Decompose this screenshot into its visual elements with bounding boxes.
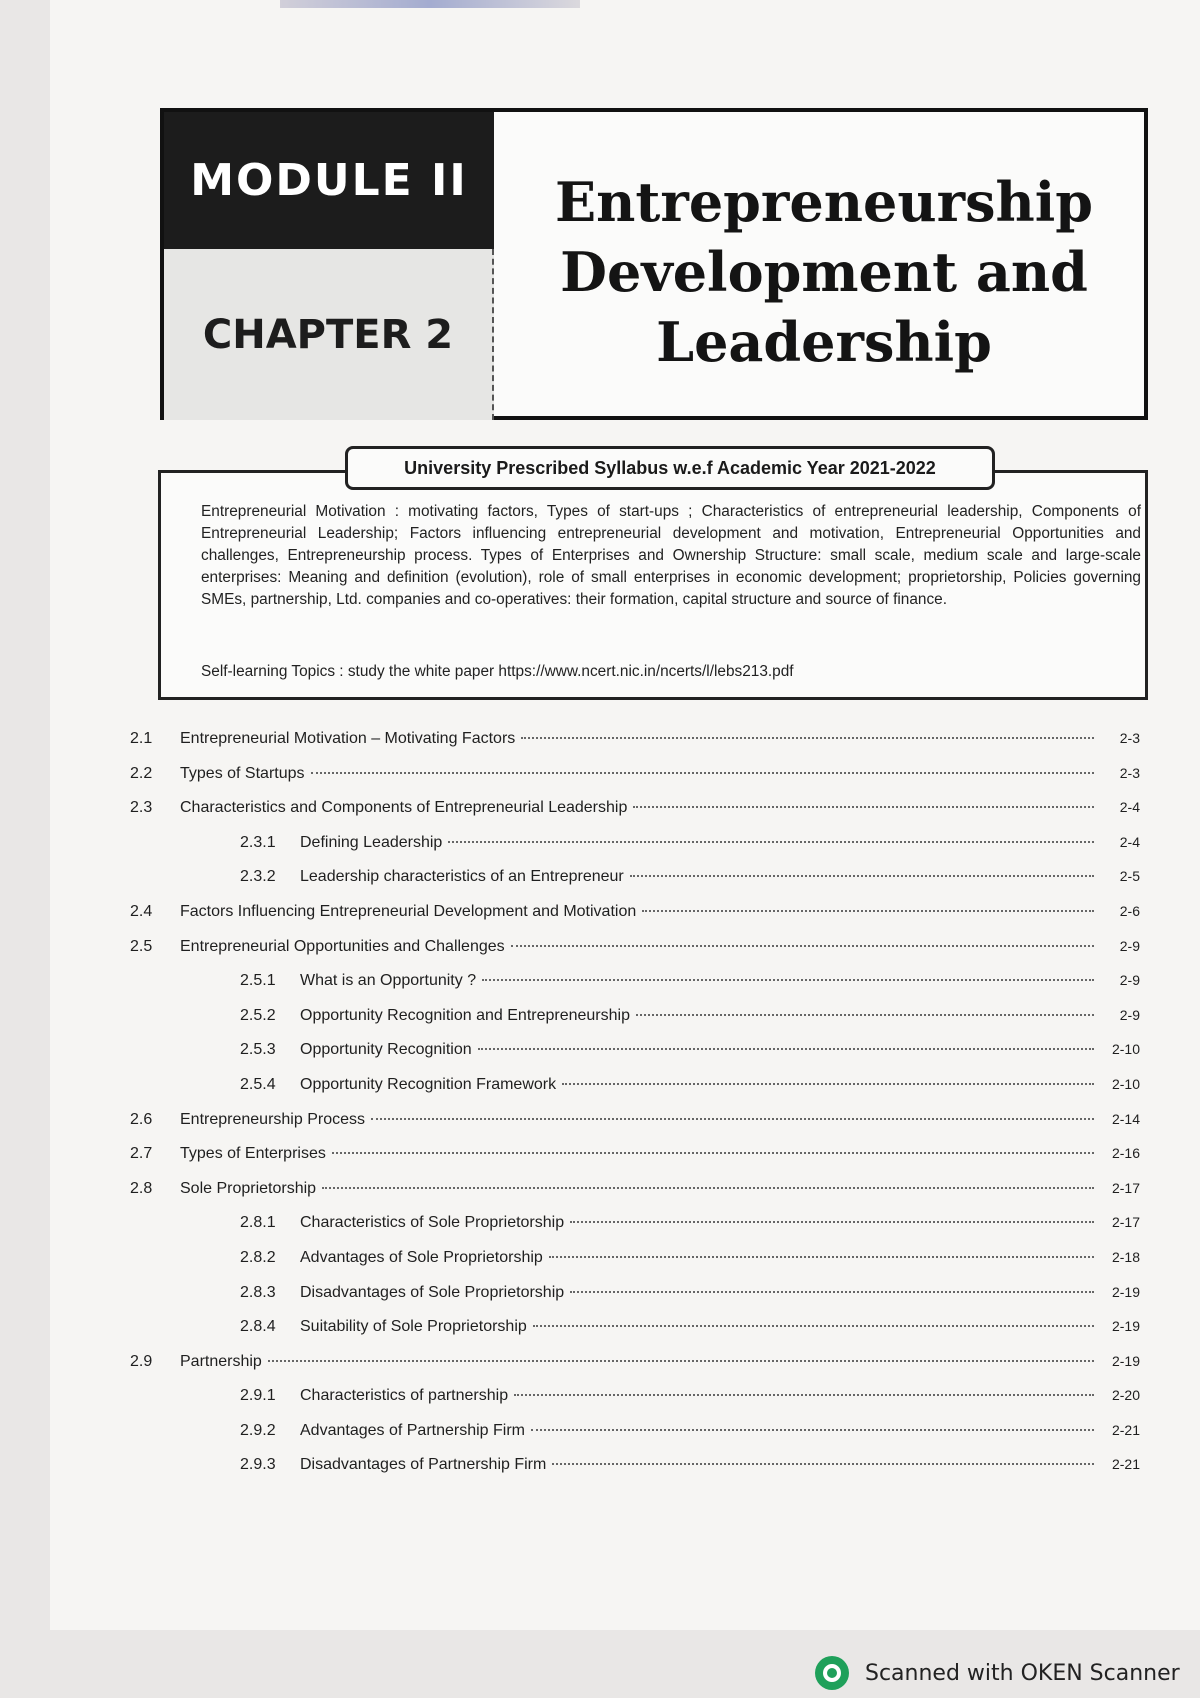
toc-entry — [180, 1111, 1100, 1129]
toc-section-number: 2.3 — [130, 799, 153, 817]
chapter-title-line-2: Development and — [560, 240, 1088, 304]
toc-row — [130, 799, 1140, 834]
oken-scanner-logo-icon — [815, 1656, 849, 1690]
toc-leader-dots — [570, 1221, 1094, 1223]
module-label: MODULE II — [190, 155, 468, 206]
toc-leader-dots — [533, 1325, 1094, 1327]
syllabus-tab — [345, 446, 995, 490]
toc-page-number: 2-9 — [1119, 1006, 1140, 1023]
toc-row — [130, 730, 1140, 765]
toc-entry — [180, 1007, 1100, 1025]
module-label-box — [164, 112, 494, 249]
toc-title: Partnership — [180, 1352, 262, 1370]
toc-entry — [180, 1145, 1100, 1163]
toc-subsection-number: 2.9.2 — [240, 1421, 276, 1439]
toc-title: Opportunity Recognition — [300, 1041, 472, 1059]
toc-page-number: 2-17 — [1111, 1179, 1140, 1196]
toc-page-number: 2-14 — [1111, 1110, 1140, 1127]
toc-page-number: 2-5 — [1119, 868, 1140, 885]
toc-entry — [180, 1076, 1100, 1094]
toc-section-number: 2.6 — [130, 1110, 153, 1128]
toc-subsection-number: 2.9.1 — [240, 1387, 276, 1405]
toc-leader-dots — [478, 1048, 1094, 1050]
toc-leader-dots — [531, 1429, 1094, 1431]
toc-leader-dots — [332, 1152, 1094, 1154]
toc-row — [130, 1353, 1140, 1388]
toc-page-number: 2-6 — [1119, 902, 1140, 919]
toc-subsection-number: 2.8.3 — [240, 1283, 276, 1301]
toc-subsection-number: 2.8.4 — [240, 1318, 276, 1336]
toc-row — [130, 834, 1140, 869]
toc-page-number: 2-3 — [1119, 764, 1140, 781]
toc-row — [130, 1318, 1140, 1353]
syllabus-box — [158, 470, 1148, 700]
syllabus-tab-label: University Prescribed Syllabus w.e.f Academic Year 2021-2022 — [404, 457, 936, 478]
toc-leader-dots — [630, 875, 1094, 877]
toc-title: What is an Opportunity ? — [300, 972, 477, 990]
toc-title: Sole Proprietorship — [180, 1179, 317, 1197]
toc-leader-dots — [311, 772, 1094, 774]
toc-leader-dots — [642, 910, 1094, 912]
toc-page-number: 2-4 — [1119, 799, 1140, 816]
toc-row — [130, 1456, 1140, 1491]
toc-page-number: 2-19 — [1111, 1283, 1140, 1300]
toc-page-number: 2-21 — [1111, 1421, 1140, 1438]
toc-title: Leadership characteristics of an Entrepreneur — [300, 868, 624, 886]
toc-section-number: 2.7 — [130, 1145, 153, 1163]
toc-entry — [180, 868, 1100, 886]
toc-leader-dots — [514, 1394, 1094, 1396]
toc-subsection-number: 2.8.1 — [240, 1214, 276, 1232]
toc-title: Entrepreneurial Motivation – Motivating Factors — [180, 730, 516, 747]
toc-page-number: 2-17 — [1111, 1214, 1140, 1231]
chapter-header — [160, 108, 1148, 420]
chapter-label: CHAPTER 2 — [202, 311, 454, 358]
toc-title: Disadvantages of Partnership Firm — [300, 1456, 547, 1474]
toc-entry — [180, 1249, 1100, 1267]
toc-page-number: 2-20 — [1111, 1387, 1140, 1404]
toc-entry — [180, 1456, 1100, 1474]
toc-title: Opportunity Recognition and Entrepreneurship — [300, 1006, 630, 1024]
toc-entry — [180, 1180, 1100, 1198]
chapter-title-line-1: Entrepreneurship — [555, 170, 1093, 234]
toc-row — [130, 868, 1140, 903]
toc-entry — [180, 972, 1100, 990]
toc-row — [130, 1145, 1140, 1180]
toc-page-number: 2-3 — [1119, 730, 1140, 746]
toc-subsection-number: 2.3.2 — [240, 868, 276, 886]
toc-row — [130, 1111, 1140, 1146]
toc-row — [130, 1180, 1140, 1215]
toc-entry — [180, 903, 1100, 921]
toc-page-number: 2-19 — [1111, 1318, 1140, 1335]
toc-entry — [180, 1318, 1100, 1336]
toc-subsection-number: 2.5.4 — [240, 1075, 276, 1093]
scanner-watermark-text: Scanned with OKEN Scanner — [865, 1660, 1180, 1686]
toc-title: Opportunity Recognition Framework — [300, 1075, 557, 1093]
toc-leader-dots — [562, 1083, 1094, 1085]
self-learning-topics: Self-learning Topics : study the white paper https://www.ncert.nic.in/ncerts/l/lebs213.pdf — [201, 663, 794, 680]
toc-page-number: 2-9 — [1119, 972, 1140, 989]
toc-page-number: 2-18 — [1111, 1248, 1140, 1265]
toc-leader-dots — [268, 1360, 1094, 1362]
toc-leader-dots — [511, 945, 1094, 947]
scan-edge-artifact — [280, 0, 580, 8]
toc-title: Characteristics of partnership — [300, 1387, 509, 1405]
toc-leader-dots — [322, 1187, 1094, 1189]
toc-leader-dots — [482, 979, 1094, 981]
toc-leader-dots — [552, 1463, 1094, 1465]
toc-title: Suitability of Sole Proprietorship — [300, 1318, 527, 1336]
toc-page-number: 2-21 — [1111, 1456, 1140, 1473]
toc-section-number: 2.8 — [130, 1179, 153, 1197]
toc-leader-dots — [570, 1291, 1094, 1293]
toc-row — [130, 903, 1140, 938]
toc-subsection-number: 2.9.3 — [240, 1456, 276, 1474]
toc-subsection-number: 2.3.1 — [240, 833, 276, 851]
toc-section-number: 2.9 — [130, 1352, 153, 1370]
toc-page-number: 2-19 — [1111, 1352, 1140, 1369]
toc-leader-dots — [371, 1118, 1094, 1120]
toc-row — [130, 972, 1140, 1007]
toc-section-number: 2.1 — [130, 730, 153, 747]
toc-title: Advantages of Partnership Firm — [300, 1421, 525, 1439]
toc-leader-dots — [636, 1014, 1094, 1016]
chapter-label-box — [164, 249, 494, 420]
toc-page-number: 2-4 — [1119, 833, 1140, 850]
syllabus-text: Entrepreneurial Motivation : motivating factors, Types of start-ups ; Characteristics of entrepreneurial leadership, Components of Entrepreneurial Leadership; Factors influencing entrepreneurial development and motivation, Entrepreneurial Opportunities and challenges, Entrepreneurship process. Types of Enterprises and Ownership Structure: small scale, medium scale and large-scale enterprises: Meaning and definition (evolution), role of small enterprises in economic development; proprietorship, Policies governing SMEs, partnership, Ltd. companies and co-operatives: their formation, capital structure and source of finance. — [201, 503, 1141, 608]
scanner-watermark — [815, 1656, 1180, 1690]
toc-row — [130, 1284, 1140, 1319]
chapter-title-line-3: Leadership — [656, 310, 992, 374]
toc-title: Characteristics and Components of Entrepreneurial Leadership — [180, 799, 628, 817]
toc-title: Factors Influencing Entrepreneurial Development and Motivation — [180, 902, 637, 920]
toc-leader-dots — [633, 806, 1094, 808]
toc-title: Types of Enterprises — [180, 1145, 326, 1163]
toc-subsection-number: 2.8.2 — [240, 1248, 276, 1266]
toc-section-number: 2.5 — [130, 937, 153, 955]
toc-row — [130, 1214, 1140, 1249]
toc-page-number: 2-9 — [1119, 937, 1140, 954]
toc-row — [130, 1041, 1140, 1076]
toc-entry — [180, 938, 1100, 956]
toc-row — [130, 765, 1140, 800]
toc-title: Types of Startups — [180, 764, 305, 782]
toc-leader-dots — [521, 737, 1094, 739]
toc-subsection-number: 2.5.2 — [240, 1006, 276, 1024]
chapter-title — [504, 132, 1144, 412]
toc-subsection-number: 2.5.3 — [240, 1041, 276, 1059]
toc-leader-dots — [448, 841, 1094, 843]
toc-section-number: 2.4 — [130, 902, 153, 920]
toc-entry — [180, 1214, 1100, 1232]
toc-title: Defining Leadership — [300, 833, 443, 851]
toc-entry — [180, 799, 1100, 817]
toc-page-number: 2-10 — [1111, 1075, 1140, 1092]
toc-row — [130, 938, 1140, 973]
toc-entry — [180, 765, 1100, 783]
toc-title: Disadvantages of Sole Proprietorship — [300, 1283, 565, 1301]
toc-row — [130, 1007, 1140, 1042]
toc-section-number: 2.2 — [130, 764, 153, 782]
toc-title: Characteristics of Sole Proprietorship — [300, 1214, 565, 1232]
toc-row — [130, 1249, 1140, 1284]
toc-title: Entrepreneurial Opportunities and Challenges — [180, 937, 505, 955]
toc-entry — [180, 730, 1100, 748]
toc-entry — [180, 1353, 1100, 1371]
toc-page-number: 2-16 — [1111, 1145, 1140, 1162]
toc-title: Entrepreneurship Process — [180, 1110, 365, 1128]
toc-entry — [180, 1284, 1100, 1302]
toc-row — [130, 1422, 1140, 1457]
toc-row — [130, 1076, 1140, 1111]
toc-leader-dots — [549, 1256, 1094, 1258]
toc-page-number: 2-10 — [1111, 1041, 1140, 1058]
toc-title: Advantages of Sole Proprietorship — [300, 1248, 543, 1266]
table-of-contents — [130, 730, 1140, 1491]
toc-entry — [180, 1041, 1100, 1059]
toc-row — [130, 1387, 1140, 1422]
toc-entry — [180, 1387, 1100, 1405]
toc-subsection-number: 2.5.1 — [240, 972, 276, 990]
toc-entry — [180, 834, 1100, 852]
toc-entry — [180, 1422, 1100, 1440]
